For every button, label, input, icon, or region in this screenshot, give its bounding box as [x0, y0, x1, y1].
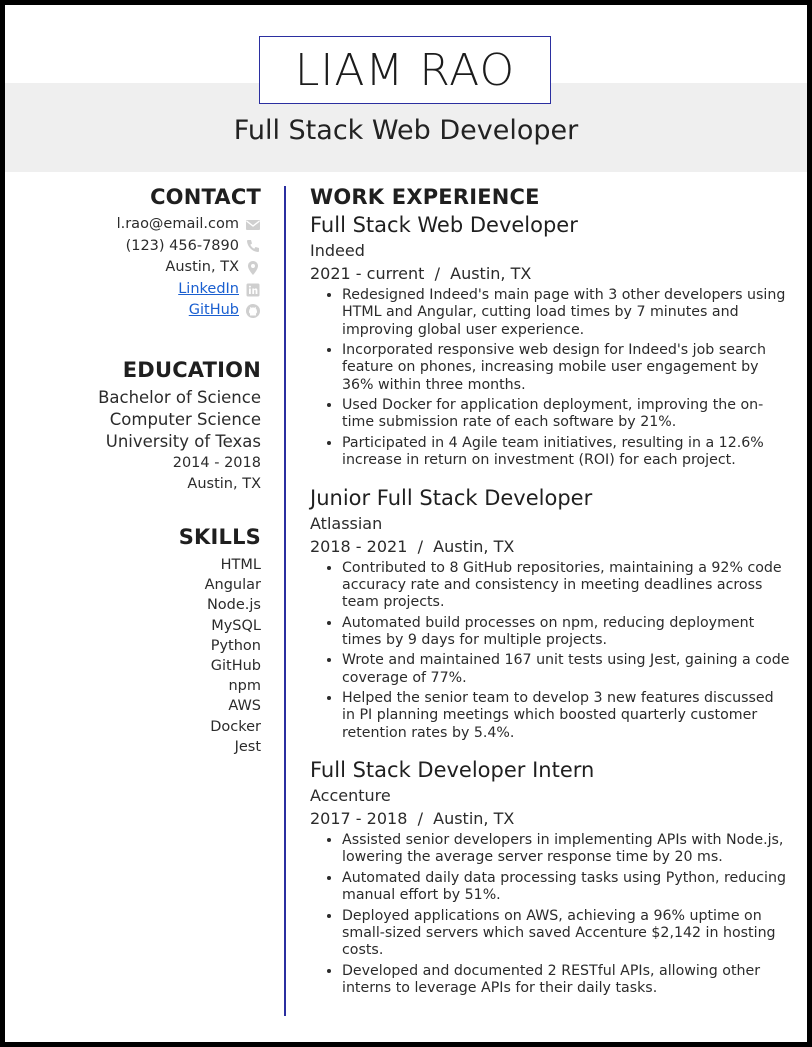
job-dates: 2018 - 2021: [310, 536, 408, 556]
job-title: Full Stack Web Developer: [310, 213, 578, 237]
work-experience-heading: WORK EXPERIENCE: [310, 185, 540, 209]
linkedin-link[interactable]: LinkedIn: [178, 280, 239, 297]
job-bullet: • Automated build processes on npm, reducing deployment times by 9 days for multiple projects.: [342, 615, 790, 650]
resume-page: [5, 5, 807, 1042]
contact-email: [5, 214, 261, 236]
job-bullets: [310, 560, 790, 743]
skill-item: GitHub: [210, 657, 261, 674]
job-meta: 2021 - current / Austin, TX: [310, 264, 532, 283]
location-pin-icon: [245, 260, 261, 276]
job-dates: 2021 - current: [310, 264, 425, 283]
job-bullet: • Incorporated responsive web design for Indeed's job search feature on phones, increasing mobile user engagement by 36% within three months.: [342, 342, 790, 394]
skill-item: npm: [228, 678, 261, 695]
job-meta: 2017 - 2018 / Austin, TX: [310, 809, 515, 829]
job-bullet: • Deployed applications on AWS, achieving a 96% uptime on small-sized servers which saved Accenture $2,142 in hosting costs.: [342, 908, 790, 960]
job-location: Austin, TX: [433, 809, 515, 829]
phone-text: (123) 456-7890: [125, 237, 239, 254]
skill-item: MySQL: [211, 617, 261, 634]
job-bullet: • Wrote and maintained 167 unit tests using Jest, gaining a code coverage of 77%.: [342, 652, 790, 687]
education-heading: EDUCATION: [122, 357, 261, 382]
job-title: Junior Full Stack Developer: [310, 485, 593, 510]
education-degree: Bachelor of Science: [98, 387, 261, 407]
job-dates: 2017 - 2018: [310, 809, 408, 829]
job-bullet: • Helped the senior team to develop 3 new features discussed in PI planning meetings which boosted quarterly customer retention rates by 5.4%.: [342, 690, 790, 742]
contact-phone: [5, 236, 261, 258]
skill-item: HTML: [220, 556, 261, 573]
github-link[interactable]: GitHub: [188, 302, 239, 319]
github-icon[interactable]: [245, 303, 261, 319]
contact-github[interactable]: [5, 300, 261, 322]
job-entry: [310, 484, 790, 743]
job-entry: [310, 211, 790, 470]
job-bullet: • Automated daily data processing tasks using Python, reducing manual effort by 51%.: [342, 870, 790, 905]
location-text: Austin, TX: [165, 259, 239, 276]
contact-location: [5, 257, 261, 279]
education-school: University of Texas: [105, 431, 261, 451]
job-bullets: [310, 287, 790, 470]
column-divider: [284, 186, 286, 1016]
candidate-name: LIAM RAO: [294, 44, 516, 96]
education-location: Austin, TX: [187, 475, 261, 492]
education-years: 2014 - 2018: [172, 454, 261, 471]
job-title-header: Full Stack Web Developer: [233, 115, 579, 146]
phone-icon: [245, 238, 261, 254]
job-entry: [310, 756, 790, 997]
email-text: l.rao@email.com: [116, 216, 239, 232]
skill-item: Node.js: [206, 597, 261, 614]
job-bullet: • Used Docker for application deployment, improving the on-time submission rate of each software by 21%.: [342, 397, 790, 432]
name-box: [259, 36, 551, 104]
job-bullet: • Participated in 4 Agile team initiatives, resulting in a 12.6% increase in return on investment (ROI) for each project.: [342, 435, 790, 470]
envelope-icon: [245, 217, 261, 233]
skill-item: Angular: [204, 577, 261, 594]
right-column: [310, 185, 790, 1000]
job-title: Full Stack Developer Intern: [310, 758, 595, 783]
skill-item: Jest: [234, 738, 261, 755]
company-name: Accenture: [310, 786, 391, 806]
left-column: [5, 185, 261, 757]
job-location: Austin, TX: [450, 264, 532, 283]
linkedin-icon[interactable]: [245, 282, 261, 298]
job-bullet: • Assisted senior developers in implementing APIs with Node.js, lowering the average server response time by 20 ms.: [342, 832, 790, 867]
contact-list: [5, 214, 261, 322]
skill-item: Python: [210, 637, 261, 654]
job-bullet: • Contributed to 8 GitHub repositories, maintaining a 92% code accuracy rate and consistency in meeting deadlines across team projects.: [342, 560, 790, 612]
skill-item: Docker: [210, 718, 261, 735]
job-bullet: • Developed and documented 2 RESTful APIs, allowing other interns to leverage APIs for their daily tasks.: [342, 963, 790, 998]
job-bullets: [310, 832, 790, 997]
skills-heading: SKILLS: [178, 524, 261, 549]
company-name: Indeed: [310, 241, 365, 260]
contact-heading: CONTACT: [150, 185, 261, 209]
skills-list: [5, 555, 261, 757]
education-block: [5, 387, 261, 495]
job-location: Austin, TX: [433, 536, 515, 556]
job-meta: 2018 - 2021 / Austin, TX: [310, 536, 515, 556]
education-field: Computer Science: [109, 409, 261, 429]
company-name: Atlassian: [310, 513, 383, 533]
contact-linkedin[interactable]: [5, 279, 261, 301]
job-bullet: • Redesigned Indeed's main page with 3 other developers using HTML and Angular, cutting load times by 7 minutes and improving global user experience.: [342, 287, 790, 339]
skill-item: AWS: [228, 698, 261, 715]
